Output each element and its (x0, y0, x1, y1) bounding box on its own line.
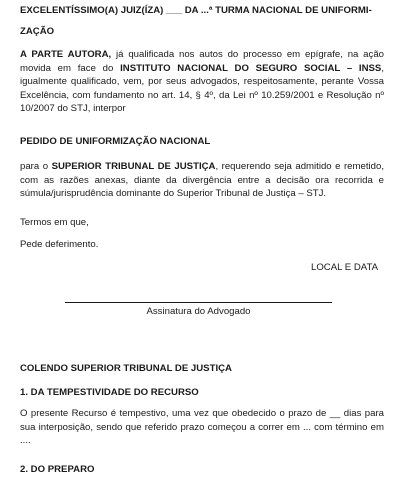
local-e-data: LOCAL E DATA (311, 262, 378, 273)
section-1-text: O presente Recurso é tempestivo, uma vez que obedecido o prazo de __ dias para sua interposição, sendo que referido prazo começou a correr em ... com término em .... (20, 408, 384, 447)
stj-bold: SUPERIOR TRIBUNAL DE JUSTIÇA (51, 161, 216, 172)
paragraph-superior-tribunal (20, 160, 384, 201)
paragraph-parte-autora (20, 48, 384, 116)
closing-termos: Termos em que, (20, 217, 89, 228)
closing-pede-deferimento: Pede deferimento. (20, 239, 99, 250)
section-2-title: 2. DO PREPARO (20, 464, 95, 475)
paragraph2-text-a: para o (20, 161, 52, 172)
pedido-title: PEDIDO DE UNIFORMIZAÇÃO NACIONAL (20, 136, 211, 147)
signature-label: Assinatura do Advogado (146, 306, 251, 317)
parte-autora-bold: A PARTE AUTORA, (20, 49, 112, 60)
heading-line-2: ZAÇÃO (20, 25, 55, 37)
paragraph1-text-a: já qualificada nos autos do processo em epígrafe, na ação movida em face do (20, 49, 384, 74)
heading (20, 4, 384, 38)
heading-line-1: EXCELENTÍSSIMO(A) JUIZ(ÍZA) ___ DA ...ª TURMA NACIONAL DE UNIFORMI- (20, 5, 372, 16)
paragraph1-text-b: , igualmente qualificado, vem, por seus advogados, respeitosamente, perante Vossa Excelência, com fundamento no art. 14, § 4º, da Lei nº 10.259/2001 e Resolução nº 10/2007 do STJ, interpor (20, 62, 384, 115)
section-colendo-title: COLENDO SUPERIOR TRIBUNAL DE JUSTIÇA (20, 363, 232, 374)
section-1-title: 1. DA TEMPESTIVIDADE DO RECURSO (20, 387, 199, 398)
signature-line (65, 302, 332, 303)
paragraph2-text-b: , requerendo seja admitido e remetido, com as razões anexas, diante da divergência entre a decisão ora recorrida e súmula/jurisprudência dominante do Superior Tribunal de Justiça – STJ. (20, 161, 384, 200)
inss-bold: INSTITUTO NACIONAL DO SEGURO SOCIAL – INSS (120, 62, 382, 74)
